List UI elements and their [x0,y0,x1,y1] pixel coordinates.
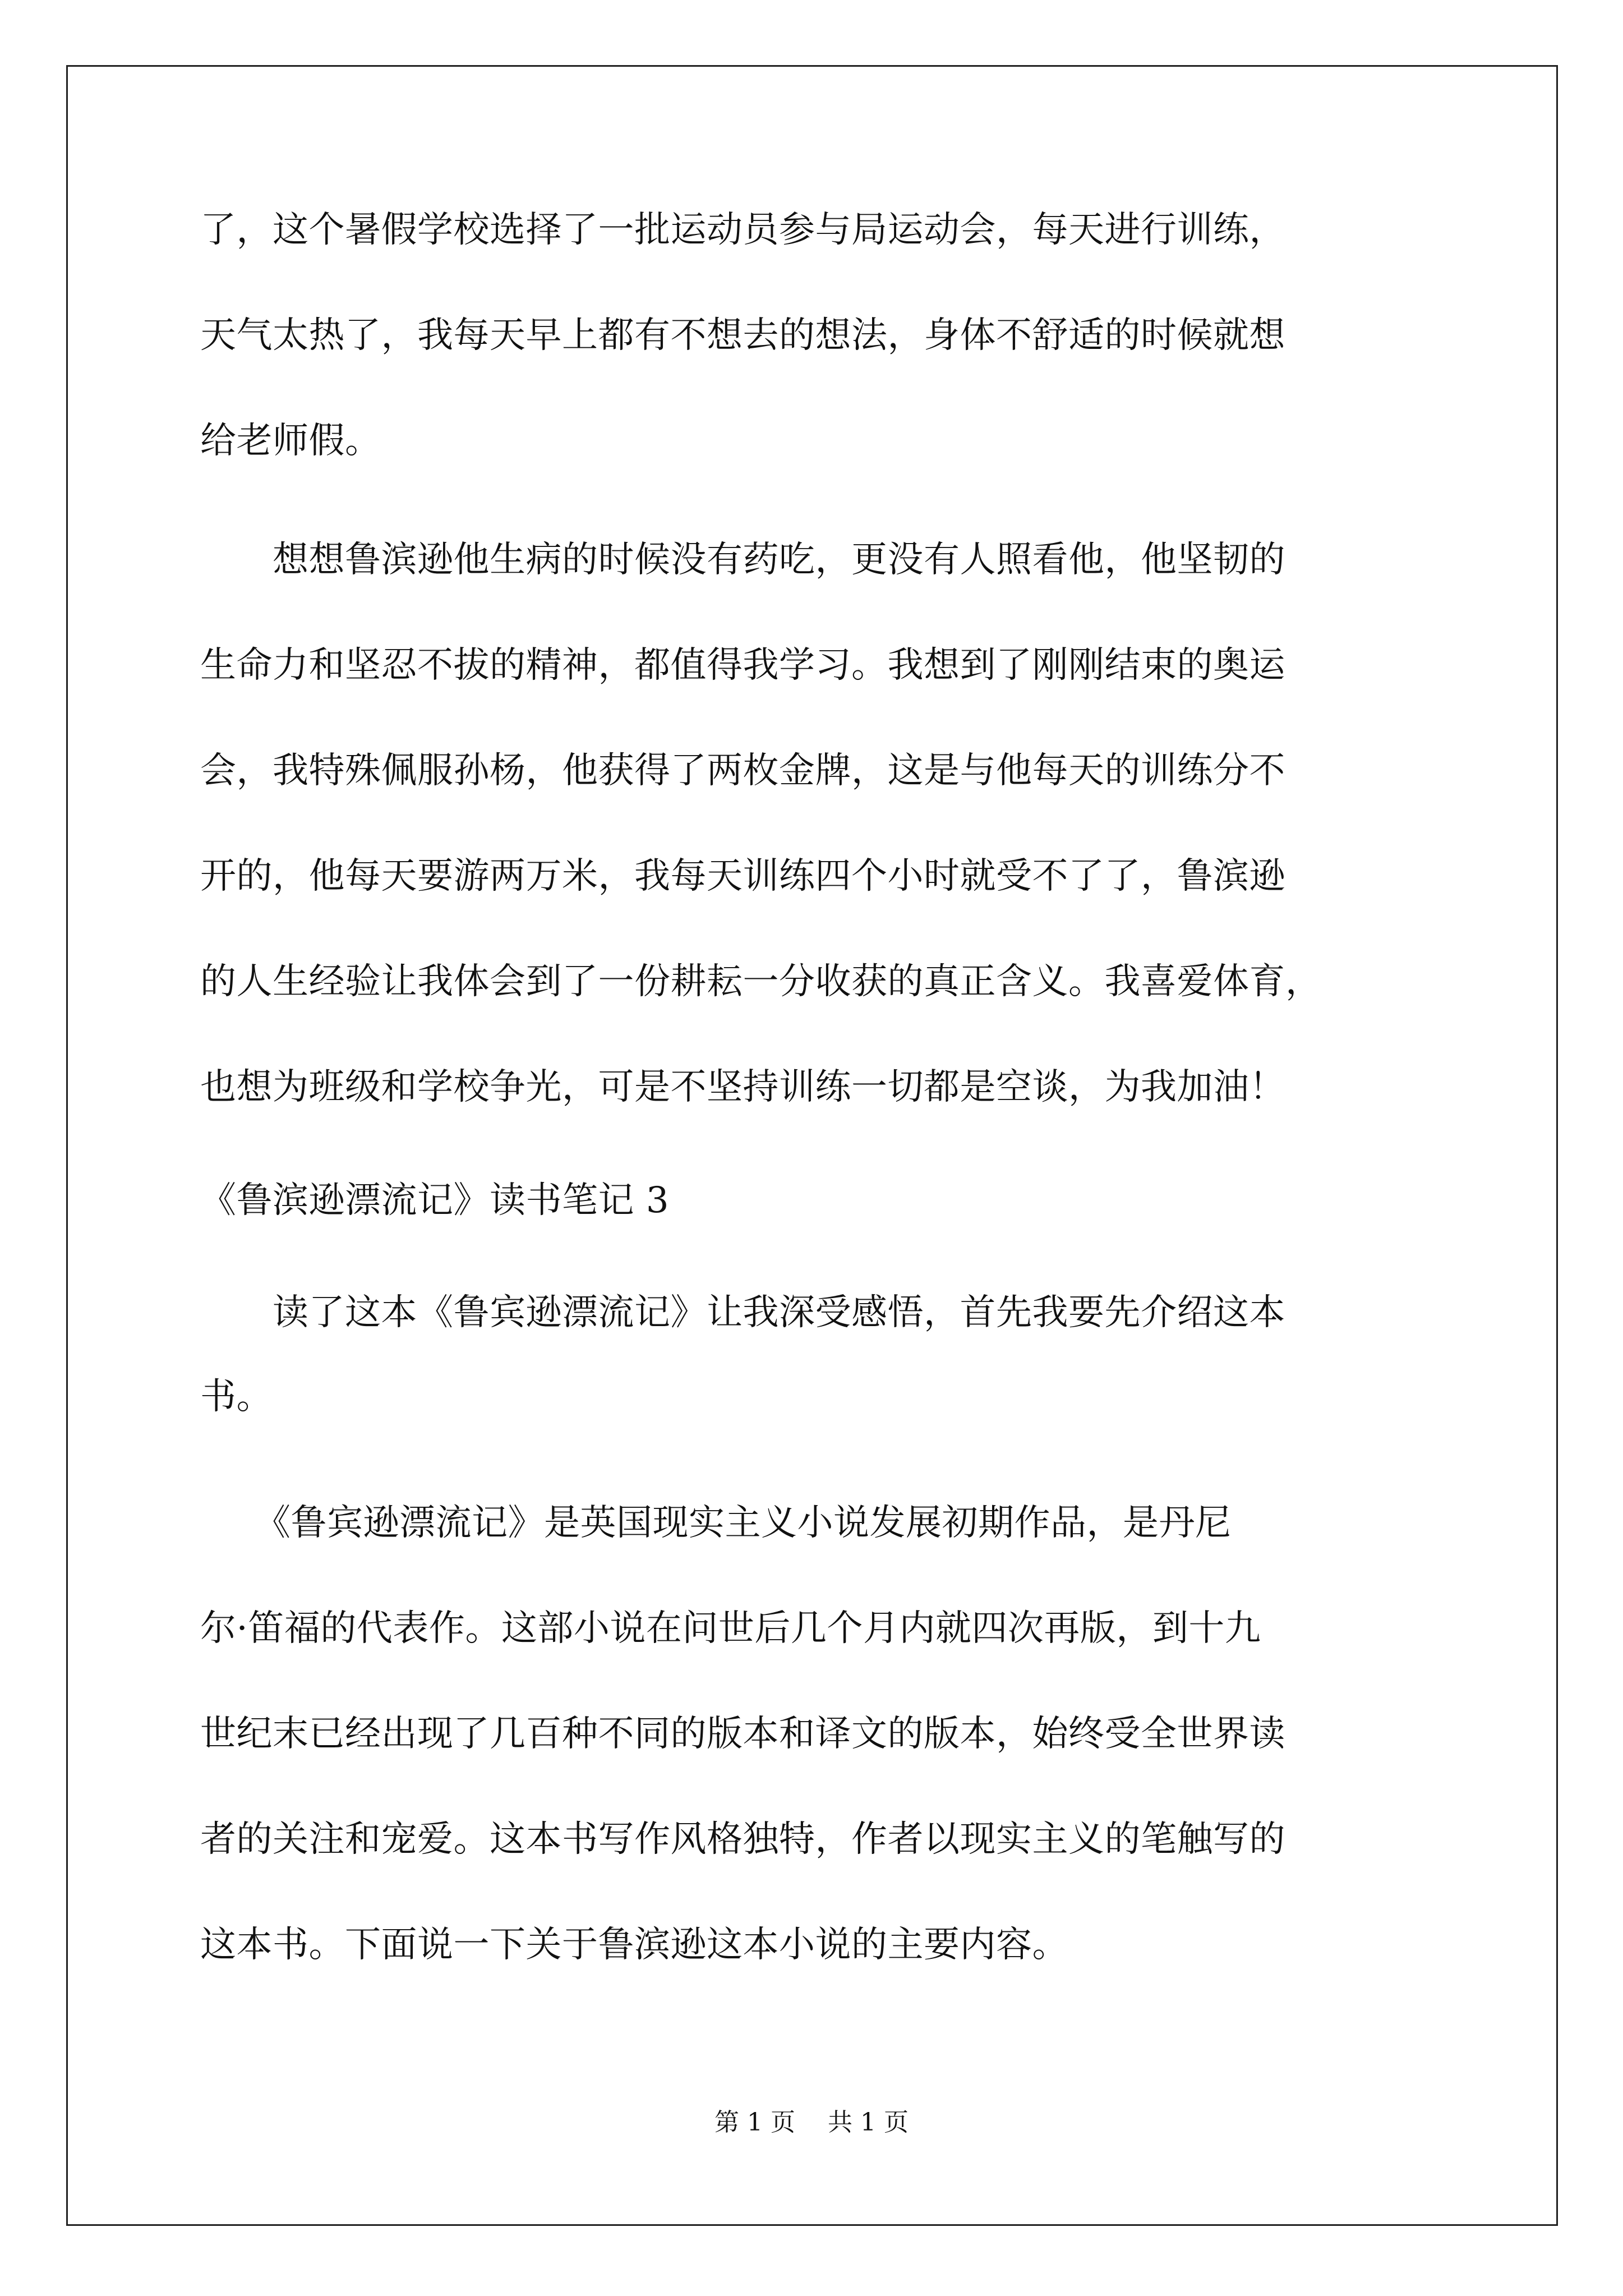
text-line: 的人生经验让我体会到了一份耕耘一分收获的真正含义。我喜爱体育， [200,961,1322,1002]
text-line: 了，这个暑假学校选择了一批运动员参与局运动会，每天进行训练， [200,209,1285,251]
text-line: 也想为班级和学校争光，可是不坚持训练一切都是空谈，为我加油！ [200,1066,1285,1108]
text-line: 开的，他每天要游两万米，我每天训练四个小时就受不了了，鲁滨逊 [200,855,1285,897]
page-number-footer: 第 1 页 共 1 页 [714,2108,909,2137]
text-line: 会，我特殊佩服孙杨，他获得了两枚金牌，这是与他每天的训练分不 [200,750,1285,792]
text-line: 尔·笛福的代表作。这部小说在问世后几个月内就四次再版，到十九 [200,1608,1261,1649]
text-line: 天气太热了，我每天早上都有不想去的想法，身体不舒适的时候就想 [200,315,1285,356]
text-line: 世纪末已经出现了几百种不同的版本和译文的版本，始终受全世界读 [200,1713,1285,1755]
text-line: 书。 [200,1376,273,1418]
text-line: 给老师假。 [200,420,381,462]
text-line: 这本书。下面说一下关于鲁滨逊这本小说的主要内容。 [200,1924,1068,1966]
text-line: 者的关注和宠爱。这本书写作风格独特，作者以现实主义的笔触写的 [200,1819,1285,1860]
text-line: 想想鲁滨逊他生病的时候没有药吃，更没有人照看他，他坚韧的 [200,539,1285,581]
page-border [66,65,1558,2226]
section-heading: 《鲁滨逊漂流记》读书笔记 3 [200,1180,670,1221]
text-line: 《鲁宾逊漂流记》是英国现实主义小说发展初期作品，是丹尼 [200,1502,1232,1544]
text-line: 读了这本《鲁宾逊漂流记》让我深受感悟，首先我要先介绍这本 [200,1292,1285,1333]
text-line: 生命力和坚忍不拔的精神，都值得我学习。我想到了刚刚结束的奥运 [200,645,1285,686]
